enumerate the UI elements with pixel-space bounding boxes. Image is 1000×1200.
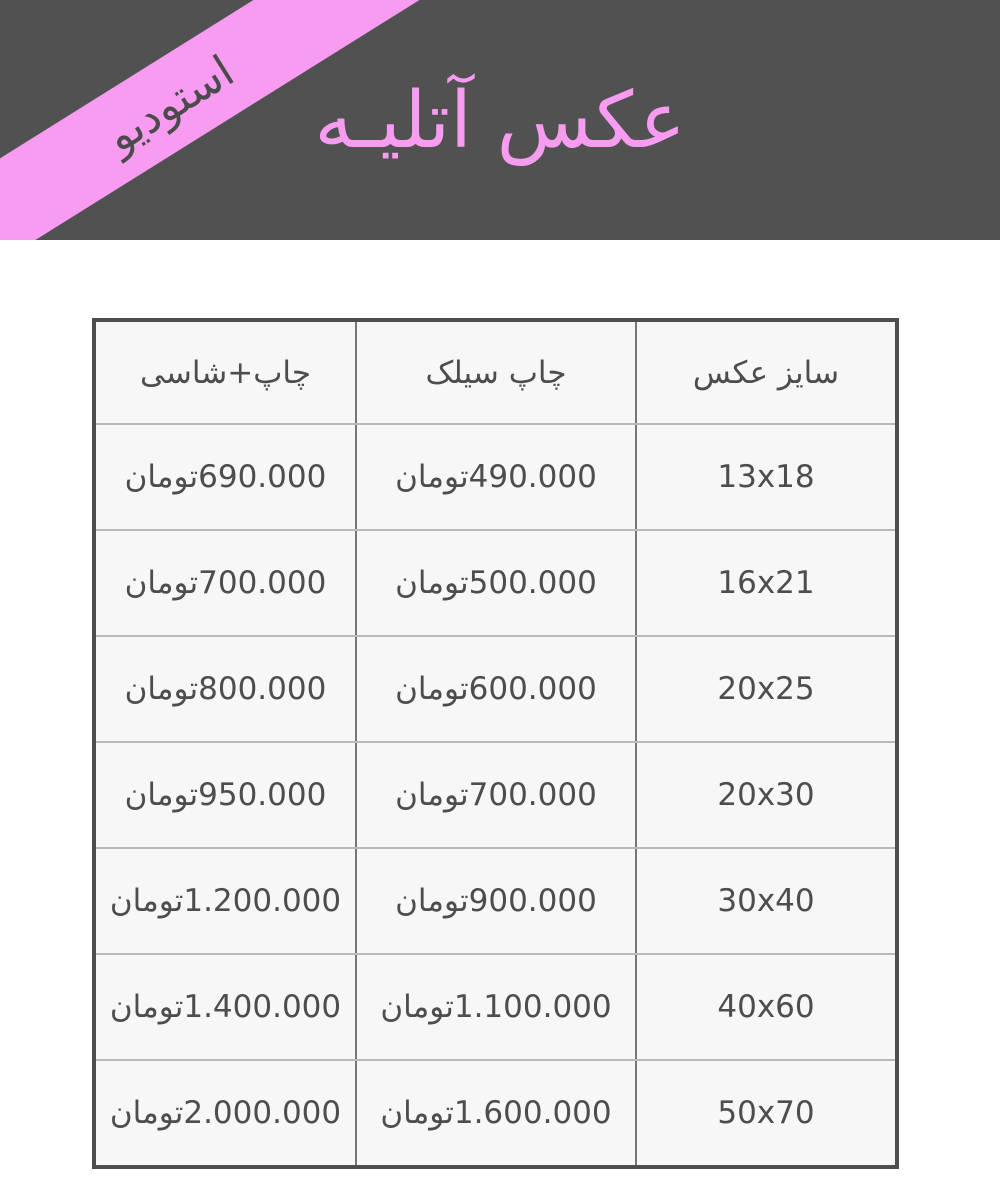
chassis-price-cell: 1.200.000تومان [94, 848, 356, 954]
silk-price-cell: 900.000تومان [356, 848, 636, 954]
chassis-price-cell: 700.000تومان [94, 530, 356, 636]
size-cell: 40x60 [636, 954, 897, 1060]
size-cell: 20x30 [636, 742, 897, 848]
size-cell: 13x18 [636, 424, 897, 530]
table-row [94, 1060, 897, 1167]
size-cell: 20x25 [636, 636, 897, 742]
size-cell: 16x21 [636, 530, 897, 636]
chassis-price-cell: 950.000تومان [94, 742, 356, 848]
size-cell: 30x40 [636, 848, 897, 954]
chassis-price-cell: 2.000.000تومان [94, 1060, 356, 1167]
header-silk-print: چاپ سیلک [356, 320, 636, 424]
silk-price-cell: 1.600.000تومان [356, 1060, 636, 1167]
header-banner [0, 0, 1000, 240]
price-table [92, 318, 899, 1169]
table-header-row [94, 320, 897, 424]
table-row [94, 530, 897, 636]
table-row [94, 742, 897, 848]
chassis-price-cell: 690.000تومان [94, 424, 356, 530]
ribbon-label: استودیو [97, 45, 243, 163]
size-cell: 50x70 [636, 1060, 897, 1167]
table-row [94, 954, 897, 1060]
table-row [94, 424, 897, 530]
table-row [94, 636, 897, 742]
silk-price-cell: 700.000تومان [356, 742, 636, 848]
silk-price-cell: 1.100.000تومان [356, 954, 636, 1060]
page-title: عکس آتلیـه [314, 76, 686, 166]
silk-price-cell: 490.000تومان [356, 424, 636, 530]
silk-price-cell: 500.000تومان [356, 530, 636, 636]
chassis-price-cell: 800.000تومان [94, 636, 356, 742]
chassis-price-cell: 1.400.000تومان [94, 954, 356, 1060]
silk-price-cell: 600.000تومان [356, 636, 636, 742]
table-row [94, 848, 897, 954]
header-size: سایز عکس [636, 320, 897, 424]
header-chassis-print: چاپ+شاسی [94, 320, 356, 424]
